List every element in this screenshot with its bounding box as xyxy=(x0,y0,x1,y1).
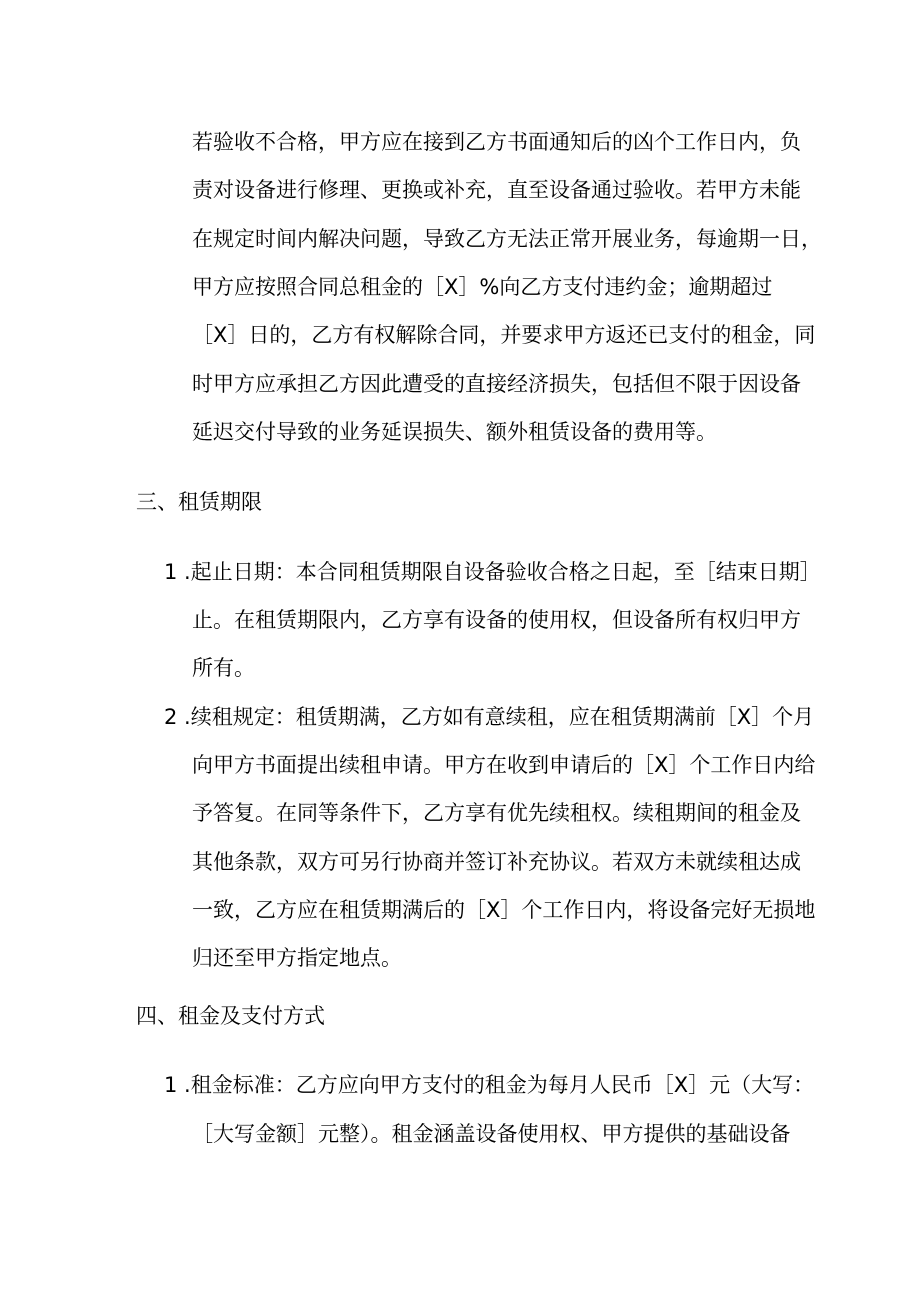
section-heading-3: 三、租赁期限 xyxy=(136,490,262,514)
paragraph-line: 若验收不合格，甲方应在接到乙方书面通知后的凶个工作日内，负 xyxy=(192,130,801,154)
paragraph-line: ［X］日的，乙方有权解除合同，并要求甲方返还已支付的租金，同 xyxy=(192,323,816,347)
section-3-item-2-line: 予答复。在同等条件下，乙方享有优先续租权。续租期间的租金及 xyxy=(192,801,801,825)
section-heading-4: 四、租金及支付方式 xyxy=(136,1004,325,1028)
paragraph-line: 在规定时间内解决问题，导致乙方无法正常开展业务，每逾期一日， xyxy=(192,227,822,251)
paragraph-line: 延迟交付导致的业务延误损失、额外租赁设备的费用等。 xyxy=(192,420,717,444)
section-3-item-1-line: 止。在租赁期限内，乙方享有设备的使用权，但设备所有权归甲方 xyxy=(192,608,801,632)
section-3-item-2-line: 其他条款，双方可另行协商并签订补充协议。若双方未就续租达成 xyxy=(192,850,801,874)
section-3-item-2-line: 2 .续租规定：租赁期满，乙方如有意续租，应在租赁期满前［X］个月 xyxy=(164,705,815,729)
paragraph-line: 甲方应按照合同总租金的［X］%向乙方支付违约金；逾期超过 xyxy=(192,275,773,299)
section-3-item-2-line: 向甲方书面提出续租申请。甲方在收到申请后的［X］个工作日内给 xyxy=(192,753,816,777)
section-4-item-1-line: ［大写金额］元整）。租金涵盖设备使用权、甲方提供的基础设备 xyxy=(192,1122,791,1146)
paragraph-line: 时甲方应承担乙方因此遭受的直接经济损失，包括但不限于因设备 xyxy=(192,372,801,396)
section-3-item-1-line: 所有。 xyxy=(192,656,255,680)
paragraph-line: 责对设备进行修理、更换或补充，直至设备通过验收。若甲方未能 xyxy=(192,178,801,202)
section-3-item-2-line: 归还至甲方指定地点。 xyxy=(192,946,402,970)
section-3-item-2-line: 一致，乙方应在租赁期满后的［X］个工作日内，将设备完好无损地 xyxy=(192,898,816,922)
section-3-item-1-line: 1 .起止日期：本合同租赁期限自设备验收合格之日起，至［结束日期］ xyxy=(164,560,821,584)
section-4-item-1-line: 1 .租金标准：乙方应向甲方支付的租金为每月人民币［X］元（大写： xyxy=(164,1073,815,1097)
